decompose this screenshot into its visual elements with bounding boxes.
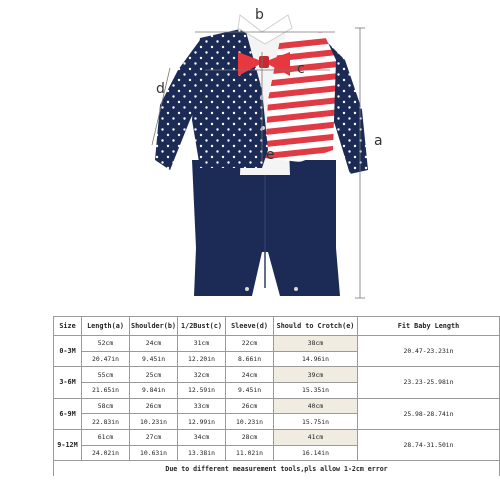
- size-cell: 9-12M: [54, 429, 82, 460]
- table-cell: 41cm: [274, 429, 358, 445]
- header-cell: 1/2Bust(c): [178, 317, 226, 336]
- table-cell: 31cm: [178, 336, 226, 352]
- label-a: a: [374, 133, 383, 149]
- header-cell: Fit Baby Length: [358, 317, 500, 336]
- table-cell: 55cm: [82, 367, 130, 383]
- table-cell: 52cm: [82, 336, 130, 352]
- header-cell: Shoulder(b): [130, 317, 178, 336]
- table-cell: 11.02in: [226, 445, 274, 461]
- measurement-note: Due to different measurement tools,pls allow 1-2cm error: [54, 461, 500, 476]
- table-cell: 9.84in: [130, 382, 178, 398]
- table-cell: 12.20in: [178, 351, 226, 367]
- table-cell: 16.14in: [274, 445, 358, 461]
- size-cell: 6-9M: [54, 398, 82, 429]
- size-chart-table: [53, 316, 500, 476]
- table-cell: 21.65in: [82, 382, 130, 398]
- table-cell: 10.63in: [130, 445, 178, 461]
- romper-pants: [192, 160, 340, 296]
- table-cell: 58cm: [82, 398, 130, 414]
- table-cell: 24cm: [130, 336, 178, 352]
- table-cell: 9.45in: [130, 351, 178, 367]
- table-cell: 61cm: [82, 429, 130, 445]
- table-cell: 15.35in: [274, 382, 358, 398]
- table-cell: 22cm: [226, 336, 274, 352]
- note-row: [54, 461, 500, 476]
- table-cell: 25cm: [130, 367, 178, 383]
- table-cell: 26cm: [130, 398, 178, 414]
- table-cell: 32cm: [178, 367, 226, 383]
- table-row: [54, 429, 500, 445]
- table-cell: 34cm: [178, 429, 226, 445]
- fit-cell: 20.47-23.23in: [358, 336, 500, 367]
- header-cell: Should to Crotch(e): [274, 317, 358, 336]
- table-cell: 24.02in: [82, 445, 130, 461]
- fit-cell: 25.98-28.74in: [358, 398, 500, 429]
- table-cell: 24cm: [226, 367, 274, 383]
- table-cell: 39cm: [274, 367, 358, 383]
- fit-cell: 23.23-25.98in: [358, 367, 500, 398]
- table-cell: 8.66in: [226, 351, 274, 367]
- table-cell: 22.83in: [82, 414, 130, 430]
- table-header-row: [54, 317, 500, 336]
- label-d: d: [156, 81, 165, 97]
- table-cell: 10.23in: [226, 414, 274, 430]
- table-row: [54, 336, 500, 352]
- fit-cell: 28.74-31.50in: [358, 429, 500, 460]
- table-cell: 12.59in: [178, 382, 226, 398]
- size-cell: 0-3M: [54, 336, 82, 367]
- label-b: b: [255, 7, 264, 23]
- table-cell: 27cm: [130, 429, 178, 445]
- table-row: [54, 398, 500, 414]
- table-cell: 14.96in: [274, 351, 358, 367]
- header-cell: Sleeve(d): [226, 317, 274, 336]
- label-e: e: [266, 147, 275, 163]
- label-c: c: [297, 61, 305, 77]
- table-cell: 12.99in: [178, 414, 226, 430]
- table-cell: 15.75in: [274, 414, 358, 430]
- size-cell: 3-6M: [54, 367, 82, 398]
- table-cell: 9.45in: [226, 382, 274, 398]
- table-cell: 40cm: [274, 398, 358, 414]
- header-cell: Length(a): [82, 317, 130, 336]
- table-cell: 28cm: [226, 429, 274, 445]
- table-cell: 33cm: [178, 398, 226, 414]
- table-cell: 38cm: [274, 336, 358, 352]
- table-row: [54, 367, 500, 383]
- header-cell: Size: [54, 317, 82, 336]
- table-cell: 26cm: [226, 398, 274, 414]
- table-cell: 20.47in: [82, 351, 130, 367]
- table-cell: 10.23in: [130, 414, 178, 430]
- table-cell: 13.38in: [178, 445, 226, 461]
